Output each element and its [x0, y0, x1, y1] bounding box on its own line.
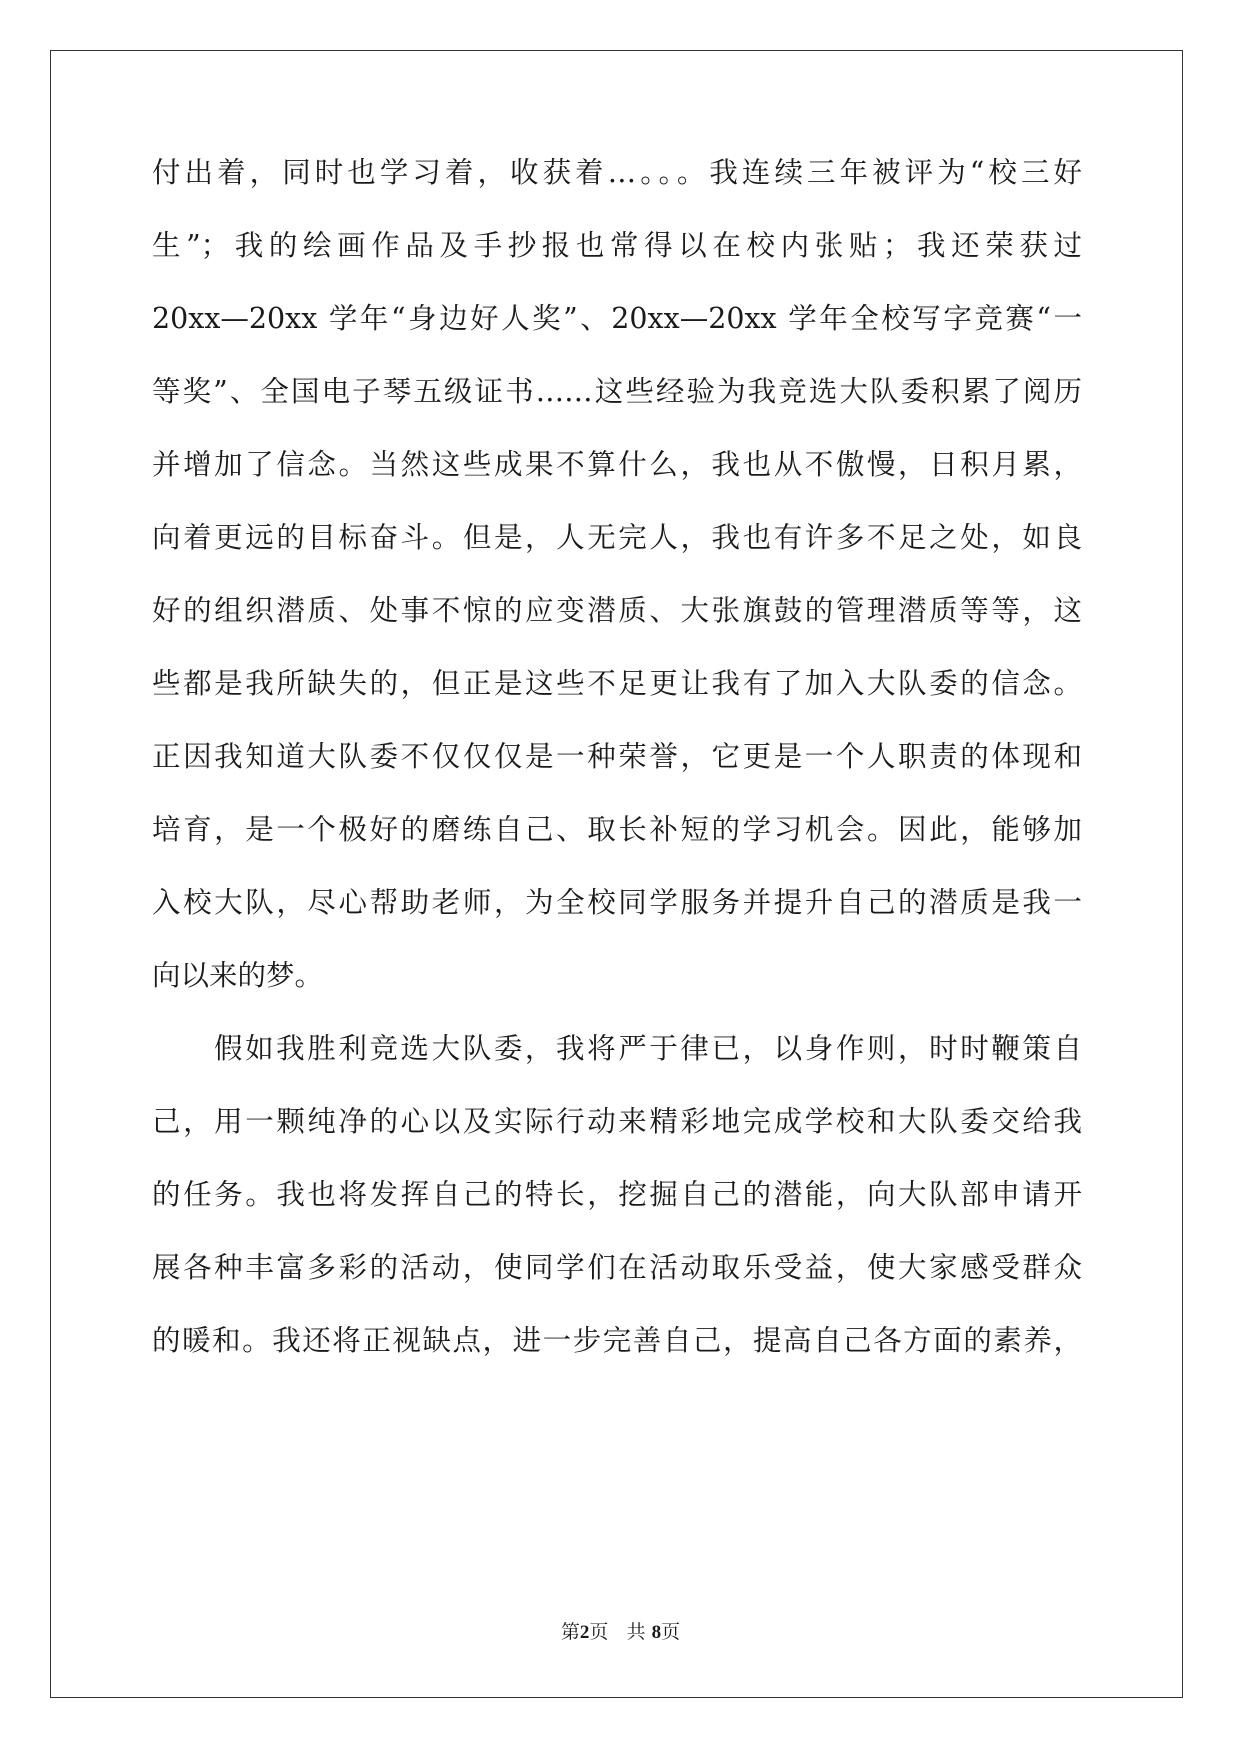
text-line-8: 些都是我所缺失的，但正是这些不足更让我有了加入大队委的信念。: [152, 667, 1082, 700]
text-line-3: 20xx—20xx 学年“身边好人奖”、20xx—20xx 学年全校写字竞赛“一: [152, 302, 1082, 335]
footer-total-prefix: 共: [626, 1621, 646, 1643]
footer-page-number: 2: [579, 1622, 590, 1643]
page-footer: [0, 1620, 1241, 1645]
text-line-6: 向着更远的目标奋斗。但是，人无完人，我也有许多不足之处，如良: [152, 521, 1082, 554]
text-line-17: 的暖和。我还将正视缺点，进一步完善自己，提高自己各方面的素养，: [152, 1324, 1082, 1357]
text-line-2: 生”；我的绘画作品及手抄报也常得以在校内张贴；我还荣获过: [152, 229, 1082, 262]
page-border: [50, 50, 1183, 1698]
footer-total-suffix: 页: [661, 1621, 681, 1643]
text-line-4: 等奖”、全国电子琴五级证书……这些经验为我竞选大队委积累了阅历: [152, 375, 1082, 408]
footer-page-prefix: 第: [560, 1621, 580, 1643]
paragraph-indent-line: 假如我胜利竞选大队委，我将严于律已，以身作则，时时鞭策自: [214, 1032, 1082, 1065]
text-line-1: 付出着，同时也学习着，收获着…。。。我连续三年被评为“校三好: [152, 156, 1082, 189]
text-line-10: 培育，是一个极好的磨练自己、取长补短的学习机会。因此，能够加: [152, 813, 1082, 846]
text-line-9: 正因我知道大队委不仅仅仅是一种荣誉，它更是一个人职责的体现和: [152, 740, 1082, 773]
text-line-14: 己，用一颗纯净的心以及实际行动来精彩地完成学校和大队委交给我: [152, 1105, 1082, 1138]
text-line-16: 展各种丰富多彩的活动，使同学们在活动取乐受益，使大家感受群众: [152, 1251, 1082, 1284]
text-line-12: 向以来的梦。: [152, 959, 324, 992]
footer-page-suffix: 页: [589, 1621, 609, 1643]
text-line-5: 并增加了信念。当然这些成果不算什么，我也从不傲慢，日积月累，: [152, 448, 1082, 481]
text-line-7: 好的组织潜质、处事不惊的应变潜质、大张旗鼓的管理潜质等等，这: [152, 594, 1082, 627]
footer-total-pages: 8: [651, 1622, 662, 1643]
text-line-11: 入校大队，尽心帮助老师，为全校同学服务并提升自己的潜质是我一: [152, 886, 1082, 919]
text-line-15: 的任务。我也将发挥自己的特长，挖掘自己的潜能，向大队部申请开: [152, 1178, 1082, 1211]
